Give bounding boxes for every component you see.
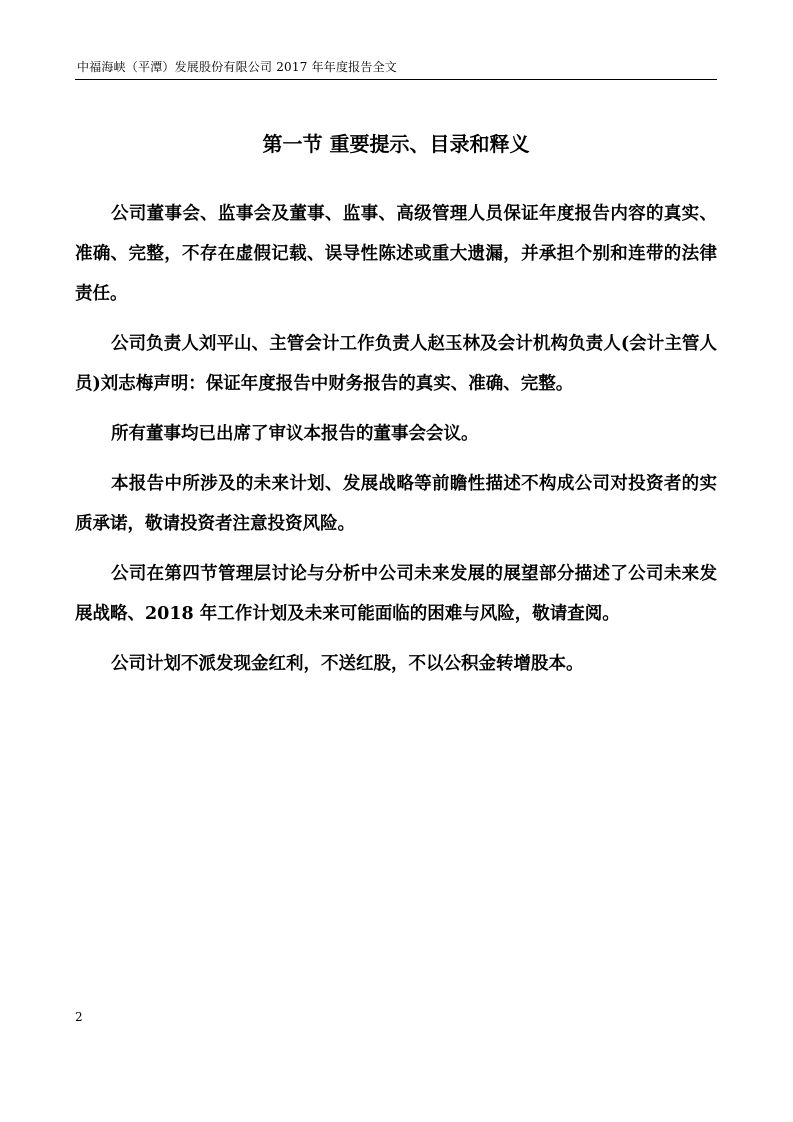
paragraph-directors-attendance: 所有董事均已出席了审议本报告的董事会会议。: [111, 424, 479, 444]
body-text: [75, 194, 717, 694]
running-header: 中福海峡（平潭）发展股份有限公司 2017 年年度报告全文: [77, 60, 397, 74]
paragraph-responsible-persons-statement: 公司负责人刘平山、主管会计工作负责人赵玉林及会计机构负责人(会计主管人员)刘志梅声明：保证年度报告中财务报告的真实、准确、完整。: [75, 334, 717, 394]
header-rule: [75, 79, 717, 80]
paragraph-future-outlook-reference: 公司在第四节管理层讨论与分析中公司未来发展的展望部分描述了公司未来发展战略、2018 年工作计划及未来可能面临的困难与风险，敬请查阅。: [75, 564, 717, 624]
paragraph-dividend-plan: 公司计划不派发现金红利，不送红股，不以公积金转增股本。: [111, 654, 584, 674]
section-title: 第一节 重要提示、目录和释义: [262, 132, 530, 156]
paragraph-board-guarantee: 公司董事会、监事会及董事、监事、高级管理人员保证年度报告内容的真实、准确、完整，不存在虚假记载、误导性陈述或重大遗漏，并承担个别和连带的法律责任。: [75, 204, 717, 304]
paragraph-forward-looking-disclaimer: 本报告中所涉及的未来计划、发展战略等前瞻性描述不构成公司对投资者的实质承诺，敬请投资者注意投资风险。: [75, 474, 717, 534]
page-number: 2: [75, 1010, 83, 1024]
